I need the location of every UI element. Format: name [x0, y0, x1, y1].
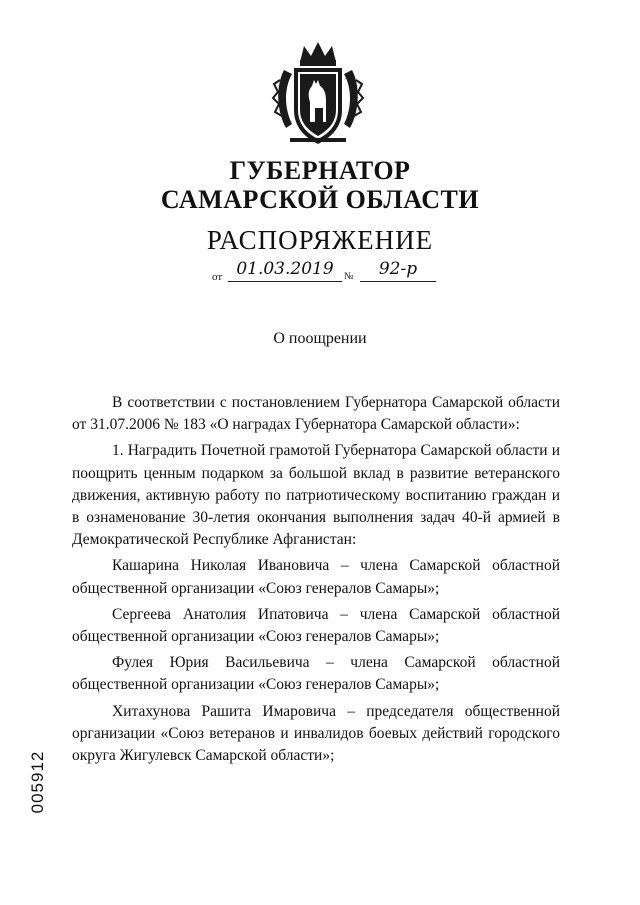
awardee-paragraph: Хитахунова Рашита Имаровича – председателя общественной организации «Союз ветеранов и инвалидов боевых действий городского округа Жигулевск Самарской области»; [72, 702, 560, 765]
document-type-heading: РАСПОРЯЖЕНИЕ [206, 225, 434, 255]
document-number: 92-р [360, 259, 436, 282]
document-body [72, 392, 560, 771]
region-title: САМАРСКОЙ ОБЛАСТИ [160, 185, 480, 214]
side-number-text: 005912 [28, 750, 47, 814]
governor-title: ГУБЕРНАТОР [229, 156, 411, 185]
samara-coat-of-arms-icon [270, 40, 366, 150]
preamble-paragraph: В соответствии с постановлением Губернатора Самарской области от 31.07.2006 № 183 «О наградах Губернатора Самарской области»: [72, 394, 560, 434]
document-subject: О поощрении [273, 330, 367, 347]
document-date: 01.03.2019 [228, 259, 342, 282]
awardee-paragraph: Кашарина Николая Ивановича – члена Самарской областной общественной организации «Союз генералов Самары»; [72, 557, 560, 597]
awardee-paragraph: Фулея Юрия Васильевича – члена Самарской областной общественной организации «Союз генералов Самары»; [72, 654, 560, 694]
date-prefix-label: от [212, 271, 223, 283]
date-number-line [212, 259, 452, 285]
number-sign-label: № [344, 271, 354, 282]
awardee-paragraph: Сергеева Анатолия Ипатовича – члена Самарской областной общественной организации «Союз генералов Самары»; [72, 605, 560, 646]
side-registration-number [30, 732, 46, 832]
item-1-paragraph: 1. Наградить Почетной грамотой Губернатора Самарской области и поощрить ценным подарком за большой вклад в развитие ветеранского движения, активную работу по патриотическому воспитанию граждан и в ознаменование 30-летия окончания выполнения задач 40-й армией в Демократической Республике Афганистан: [72, 442, 560, 549]
